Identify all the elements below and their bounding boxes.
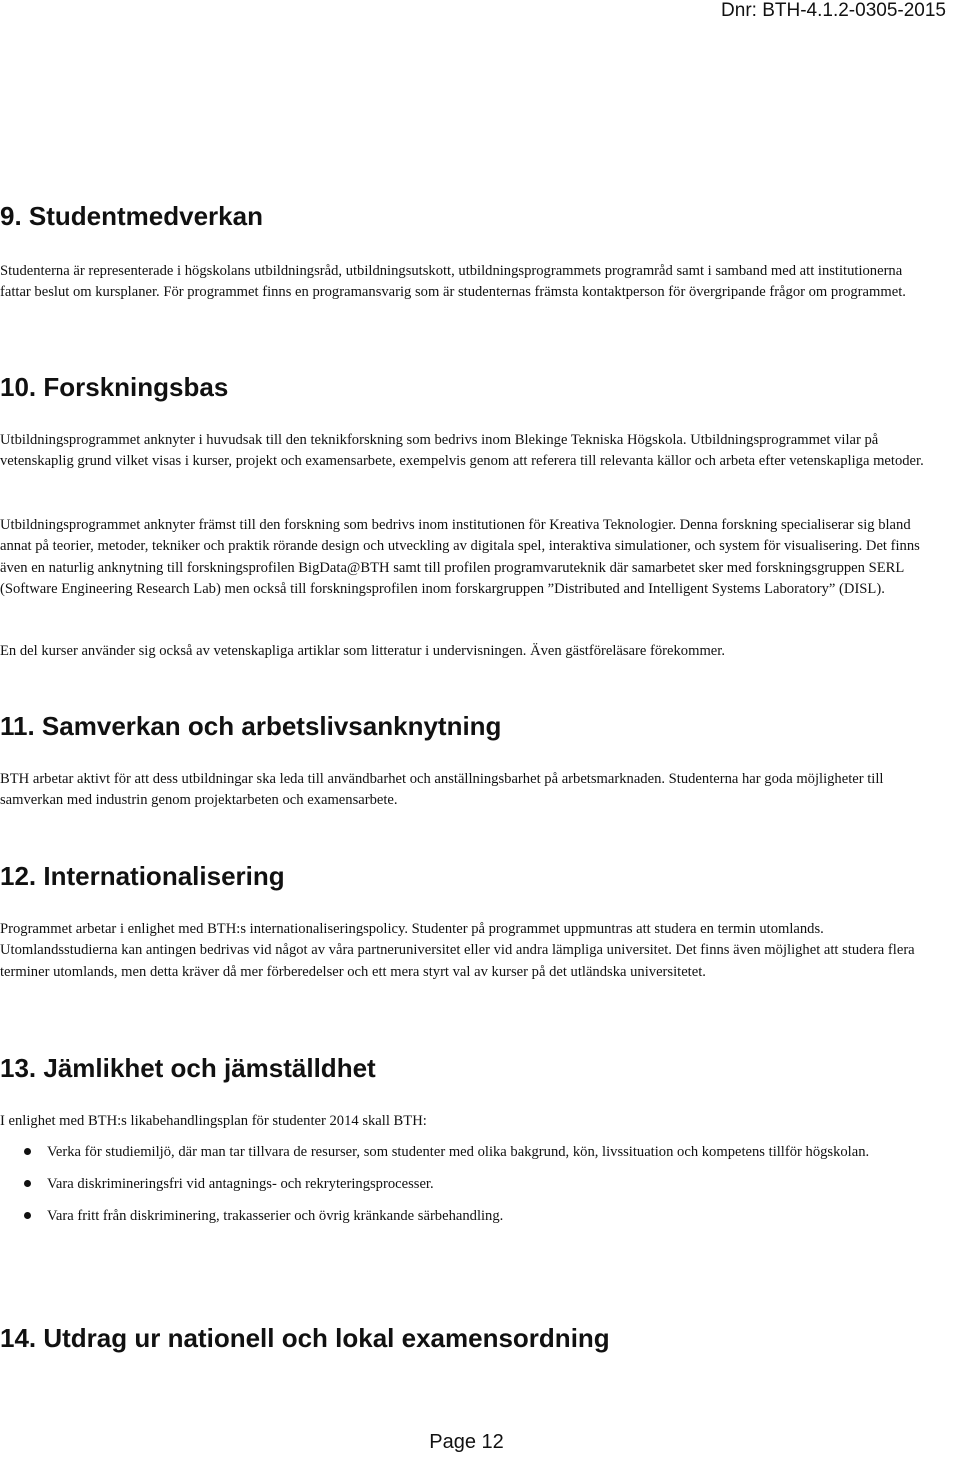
list-item — [0, 1136, 930, 1168]
list-item-text: Vara diskrimineringsfri vid antagnings- och rekryteringsprocesser. — [47, 1176, 434, 1192]
document-number: Dnr: BTH-4.1.2-0305-2015 — [721, 0, 946, 21]
section-11-heading: 11. Samverkan och arbetslivsanknytning — [0, 711, 502, 741]
list-item-text: Vara fritt från diskriminering, trakasserier och övrig kränkande särbehandling. — [47, 1208, 504, 1224]
section-10-paragraph-3: En del kurser använder sig också av vetenskapliga artiklar som litteratur i undervisningen. Även gästföreläsare förekommer. — [0, 643, 725, 659]
section-14-heading: 14. Utdrag ur nationell och lokal examensordning — [0, 1323, 610, 1353]
section-12-paragraph: Programmet arbetar i enlighet med BTH:s internationaliseringspolicy. Studenter på programmet uppmuntras att studera en termin utomlands. Utomlandsstudierna kan antingen bedrivas vid något av våra partneruniversitet eller vid andra lämpliga universitet. Det finns även möjlighet att studera flera terminer utomlands, men detta kräver då mer förberedelser och ett mera styrt val av kurser på det utländska universitetet. — [0, 921, 915, 980]
bullet-icon — [24, 1148, 31, 1155]
section-13-heading: 13. Jämlikhet och jämställdhet — [0, 1053, 376, 1083]
page-number: Page 12 — [429, 1431, 504, 1453]
list-item — [0, 1168, 930, 1200]
bullet-icon — [24, 1212, 31, 1219]
section-10-paragraph-2: Utbildningsprogrammet anknyter främst till den forskning som bedrivs inom institutionen för Kreativa Teknologier. Denna forskning specialiserar sig bland annat på teorier, metoder, tekniker och praktik rörande design och utveckling av digitala spel, interaktiva simulationer, och system för visualisering. Det finns även en naturlig anknytning till forskningsprofilen BigData@BTH samt till profilen programvaruteknik där samarbetet sker med forskningsgruppen SERL (Software Engineering Research Lab) men också till forskningsprofilen inom forskargruppen ”Distributed and Intelligent Systems Laboratory” (DISL). — [0, 517, 920, 597]
section-13-intro: I enlighet med BTH:s likabehandlingsplan för studenter 2014 skall BTH: — [0, 1113, 427, 1129]
section-10-heading: 10. Forskningsbas — [0, 372, 229, 402]
list-item-text: Verka för studiemiljö, där man tar tillvara de resurser, som studenter med olika bakgrund, kön, livssituation och kompetens tillför högskolan. — [47, 1144, 870, 1160]
section-13-bullet-list — [0, 1136, 930, 1232]
bullet-icon — [24, 1180, 31, 1187]
section-11-paragraph: BTH arbetar aktivt för att dess utbildningar ska leda till användbarhet och anställningsbarhet på arbetsmarknaden. Studenterna har goda möjligheter till samverkan med industrin genom projektarbeten och examensarbete. — [0, 771, 884, 809]
section-9-heading: 9. Studentmedverkan — [0, 201, 263, 231]
section-9-paragraph: Studenterna är representerade i högskolans utbildningsråd, utbildningsutskott, utbildningsprogrammets programråd samt i samband med att institutionerna fattar beslut om kursplaner. För programmet finns en programansvarig som är studenternas främsta kontaktperson för övergripande frågor om programmet. — [0, 263, 906, 301]
list-item — [0, 1200, 930, 1232]
section-12-heading: 12. Internationalisering — [0, 861, 285, 891]
section-10-paragraph-1: Utbildningsprogrammet anknyter i huvudsak till den teknikforskning som bedrivs inom Blekinge Tekniska Högskola. Utbildningsprogrammet vilar på vetenskaplig grund vilket visas i kurser, projekt och examensarbete, exempelvis genom att referera till relevanta källor och arbeta efter vetenskapliga metoder. — [0, 432, 924, 470]
